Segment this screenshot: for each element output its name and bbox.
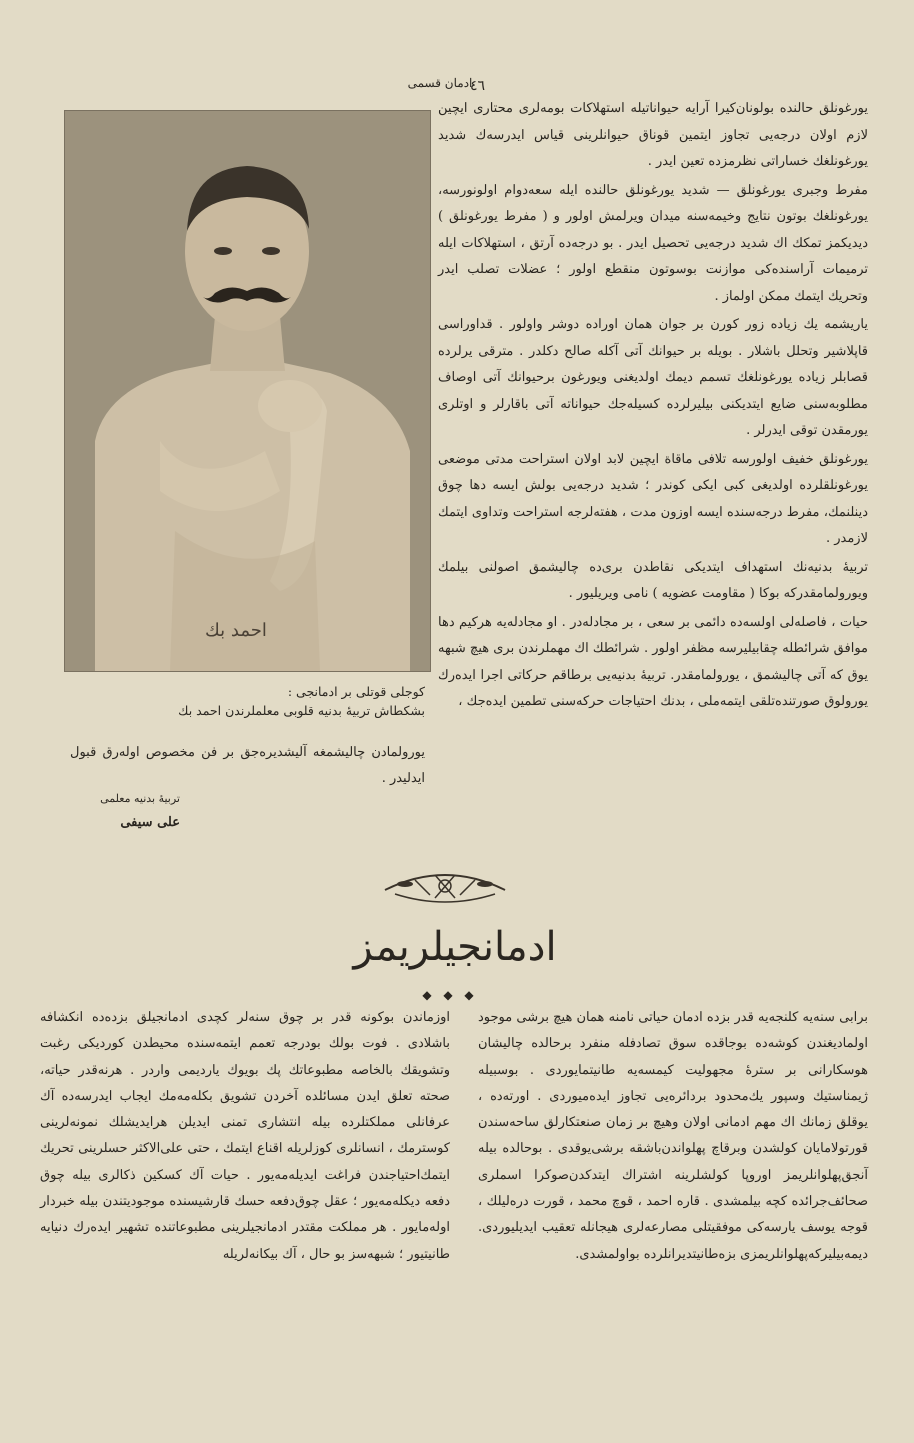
author-name: على سيفى bbox=[120, 815, 180, 830]
article-right-column bbox=[438, 96, 868, 718]
section-heading: ادمانجیلریمز bbox=[353, 924, 557, 970]
paragraph: تربيهٔ بدنيه‌نك استهداف ایتدیکی نقاطدن بری‌ده چالیشمق اصولنی بیلمك ویورولمامقدرکه بوکا ( مقاومت عضویه ) نامی ویریلیور . bbox=[438, 559, 868, 601]
section-divider: ◆ ◆ ◆ bbox=[422, 988, 478, 1002]
paragraph: حیات ، فاصله‌لی اولسه‌ده دائمی بر سعی ، بر مجادله‌در . او مجادله‌یه هرکیم دها موافق شرائطله چقابیلیرسه مظفر اولور . شرائطك اك مهملرندن بری هیچ شبهه یوق که آتی چالیشمق ، یورولمامقدر. تربیهٔ بدنیه‌یی برطاقم حرکاتی اجرا ایدەرك یورولوق صورتنده‌تلقی ایتمه‌ملی ، بدنك احتیاجات حرکه‌سنی تطمین ایده‌جك ، bbox=[438, 614, 868, 709]
caption-line: كوجلى قوتلى بر ادمانجى : bbox=[287, 684, 425, 699]
author-title: تربيهٔ بدنيه معلمى bbox=[100, 792, 180, 805]
athlete-portrait-image bbox=[65, 111, 430, 671]
photo-inscription: احمد بك bbox=[205, 620, 267, 641]
paragraph: مفرط وجبری یورغونلق — شدید یورغونلق حالنده ایله سعه‌دوام اولونورسه، یورغونلغك بوتون نتایج وخیمه‌سنه میدان ویرلمش اولور و ( مفرط یورغونلق ) دیدیکمز تمکك اك شدید درجه‌یی تحصیل ایدر . بو درجه‌ده آرتق ، استهلاکات ایله ترمیمات آراسنده‌کی موازنت بوسوتون منقطع اولور ؛ عضلات تصلب ایدر وتحریك ایتمك ممکن اولماز . bbox=[438, 182, 868, 304]
section-left-column bbox=[40, 1005, 450, 1268]
paragraph: یورغونلق حالنده بولونان‌کیرا آرایه حیواناتیله استهلاکات بومەلری محتاری ایچین لازم اولان درجه‌یی تجاوز ایتمین قوناق حیوانلرینی قیاس ایدرسەك شدید یورغونلغك خساراتی نظرمزده تعین ایدر . bbox=[438, 101, 868, 169]
paragraph: یورغونلق خفیف اولورسه تلافی ماقاة ایچین لابد اولان استراحت مدتی موضعی یورغونلقلرده اولدیغی کبی ایکی کوندر ؛ شدید درجه‌یی بولش ایسه دها چوق دینلنمك، مفرط درجه‌سنده ایسه اوزون مدت ، هفته‌لرجه استراحت وتداوی ایتمك لازمدر . bbox=[438, 451, 868, 546]
paragraph: اوزماندن بوکونه قدر بر چوق سنه‌لر کچدی ادمانجیلق بزده‌ده انکشافه باشلادی . فوت بولك بودرجه تعمم ایتمه‌سنده محیطدن کوردیکی رغبت وتشویقك بالخاصه مطبوعاتك پك بویوك یاردیمی واردر . هرنه‌قدر حیاته، صحته تعلق ایدن مسائلده آخردن تشویق بکله‌مه‌مك ایجاب ایدرسه‌ده آك عرفانلی مملکتلرده بیله انتشاری تمنی ایدیلن هرایدیشلك نمونه‌لرینی کوسترمك ، انسانلری کوزلریله اقناع ایتمك ، حتی علی‌الاکثر حسلرینی تحریك ایتمك‌احتیاجندن فراغت ایدیله‌مه‌یور . حیات آك کسکین ذکالری بیله چوق دفعه دیکله‌مه‌یور ؛ عقل چوق‌دفعه حسك قارشیسنده موجودیتندن بیله خبردار اوله‌مایور . هر مملکت مقتدر ادمانجیلرینی مطبوعاتنده تشهیر ایدەرك دنیایه طانیتیور ؛ شبهه‌سز بو حال ، آك بیکانه‌لریله bbox=[40, 1010, 450, 1262]
wreath-ornament bbox=[375, 850, 515, 910]
photo-caption bbox=[70, 682, 425, 720]
running-header: ادمان قسمی bbox=[407, 76, 473, 90]
paragraph: یاریشمه یك زیاده زور کورن بر جوان همان اوراده دوشر واولور . قداوراسی قاپلاشیر وتحلل باشلار . بویله بر حیوانك آتی آکله صالح دکلدر . مترقی یرلرده قصابلر زیاده یورغونلغك تسمم دیمك اولدیغنی ویورغون برحیوانك آتی اوصاف مطلوبه‌سنی ضایع ایتدیکنی بیلیرلرده کسیله‌جك حیواناته‌ آتی باقارلر و اوتلری یورمقدن توقی ایدرلر . bbox=[438, 317, 868, 438]
caption-line: بشكطاش تربيهٔ بدنيه قلوبى معلملرندن احمد بك bbox=[178, 703, 425, 718]
paragraph: برابی سنه‌یه کلنجه‌یه قدر بزده ادمان حیاتی نامنه همان هیچ برشی موجود اولمادیغندن کوشه‌ده بوجاقده سوق تصادفله منفرد برحالده چالیشان هوسکارانی بر سترهٔ مجهولیت کیمسه‌یه طانیتمایوردی . بوسبیله ژیمناستیك وسپور یك‌محدود بردائره‌یی تجاوز ایده‌میوردی . اورته‌ده ، یوقلق زمانك اك مهم ادمانی اولان وهیچ بر زمان صنعتکارلق ساحه‌سندن قورتولامایان کولشدن وبرقاچ پهلواندن‌باشقه برشی‌یوقدی . بوحالده بیله آنجق‌پهلوانلریمز اوروپا کولشلرینه اشتراك ایتدکدن‌صوکرا اسملری صحائف‌جرائده کچه بیلمشدی . قاره احمد ، قوچ محمد ، قورت درەلیلك ، قوجه یوسف یارسەکی موفقیتلی مصارعه‌لری هیجانله تعقیب ایدیلیوردی. دیمەبیلیرکه‌پهلوانلریمزی بزه‌طانیتدیرانلرده بواولمشدی. bbox=[478, 1010, 868, 1262]
caption-continuation: يورولمادن چالیشمغه آلیشدیره‌جق بر فن مخصوص اولەرق قبول ایدلیدر . bbox=[70, 745, 425, 786]
page-number: ٤٦ bbox=[470, 78, 486, 94]
section-right-column bbox=[478, 1005, 868, 1268]
athlete-photo bbox=[64, 110, 431, 672]
